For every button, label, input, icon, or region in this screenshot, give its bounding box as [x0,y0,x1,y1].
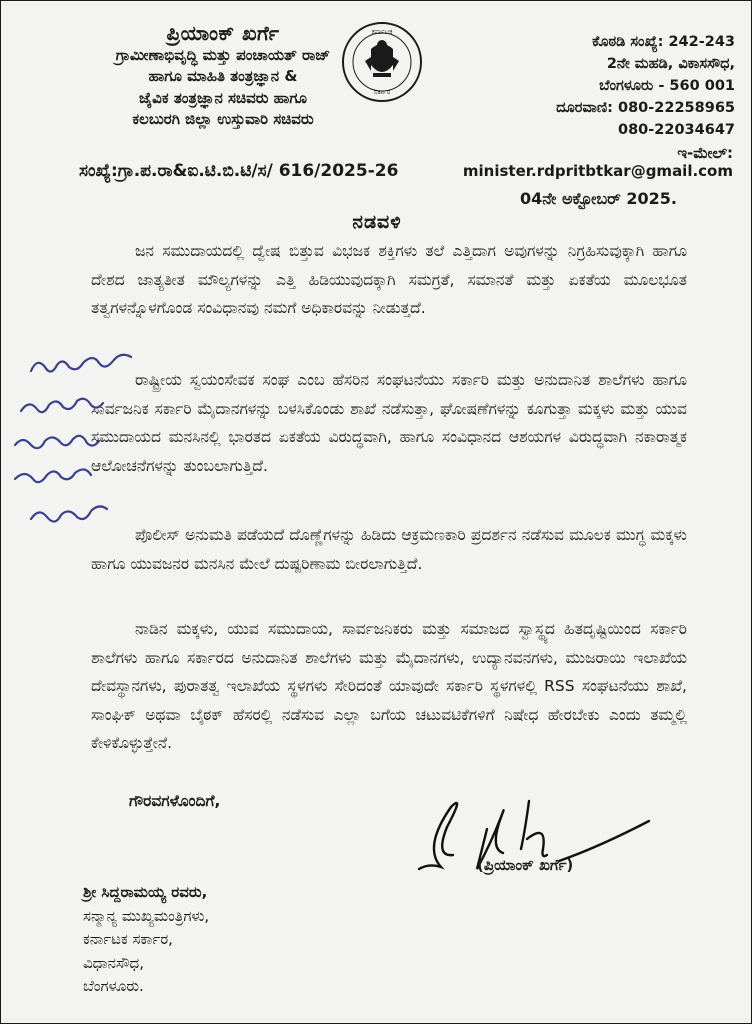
body-paragraph-1-text: ಜನ ಸಮುದಾಯದಲ್ಲಿ ದ್ವೇಷ ಬಿತ್ತುವ ವಿಭಜಕ ಶಕ್ತಿಗಳು ತಲೆ ಎತ್ತಿದಾಗ ಅವುಗಳನ್ನು ನಿಗ್ರಹಿಸುವುಕ್ಕಾಗಿ ಹಾಗೂ ದೇಶದ ಜಾತ್ಯತೀತ ಮೌಲ್ಯಗಳನ್ನು ಎತ್ತಿ ಹಿಡಿಯುವುದಕ್ಕಾಗಿ ಸಮಗ್ರತೆ, ಸಮಾನತೆ ಮತ್ತು ಏಕತೆಯ ಮೂಲಭೂತ ತತ್ವಗಳನ್ನೊಳಗೊಂಡ ಸಂವಿಧಾನವು ನಮಗೆ ಅಧಿಕಾರವನ್ನು ನೀಡುತ್ತದೆ. [91,242,687,317]
body-paragraph-2-text: ರಾಷ್ಟ್ರೀಯ ಸ್ವಯಂಸೇವಕ ಸಂಘ ಎಂಬ ಹೆಸರಿನ ಸಂಘಟನೆಯು ಸರ್ಕಾರಿ ಮತ್ತು ಅನುದಾನಿತ ಶಾಲೆಗಳು ಹಾಗೂ ಸಾರ್ವಜನಿಕ ಸರ್ಕಾರಿ ಮೈದಾನಗಳನ್ನು ಬಳಸಿಕೊಂಡು ಶಾಖೆ ನಡೆಸುತ್ತಾ, ಘೋಷಣೆಗಳನ್ನು ಕೂಗುತ್ತಾ ಮಕ್ಕಳು ಮತ್ತು ಯುವ ಸಮುದಾಯದ ಮನಸಿನಲ್ಲಿ ಭಾರತದ ಏಕತೆಯ ವಿರುದ್ಧವಾಗಿ, ಹಾಗೂ ಸಂವಿಧಾನದ ಆಶಯಗಳ ವಿರುದ್ಧವಾಗಿ ನಕಾರಾತ್ಮಕ ಆಲೋಚನೆಗಳನ್ನು ತುಂಬಲಾಗುತ್ತಿದೆ. [91,371,687,475]
minister-name: ಪ್ರಿಯಾಂಕ್ ಖರ್ಗೆ [166,21,280,45]
addressee-government: ಕರ್ನಾಟಕ ಸರ್ಕಾರ, [83,930,173,948]
addressee-block [83,881,209,999]
office-phone-2: 080-22034647 [618,122,735,138]
karnataka-emblem-icon [341,21,423,103]
letterhead-left [73,23,373,131]
handwritten-margin-note [1,319,151,549]
office-city: ಬೆಂಗಳೂರು - 560 001 [599,78,735,94]
letterhead-right [499,31,735,141]
emblem-text-bottom: ಸರ್ಕಾರ [373,88,391,96]
body-paragraph-3-text: ಪೊಲೀಸ್ ಅನುಮತಿ ಪಡೆಯದೆ ದೊಣ್ಣೆಗಳನ್ನು ಹಿಡಿದು ಆಕ್ರಮಣಕಾರಿ ಪ್ರದರ್ಶನ ನಡೆಸುವ ಮೂಲಕ ಮುಗ್ಧ ಮಕ್ಕಳು ಹಾಗೂ ಯುವಜನರ ಮನಸಿನ ಮೇಲೆ ದುಷ್ಪರಿಣಾಮ ಬೀರಲಾಗುತ್ತಿದೆ. [91,526,687,573]
addressee-name: ಶ್ರೀ ಸಿದ್ದರಾಮಯ್ಯ ರವರು, [83,883,208,901]
emblem-text-top: ಕರ್ನಾಟಕ [371,28,393,36]
office-room: ಕೊಠಡಿ ಸಂಖ್ಯೆ: 242-243 [592,34,735,50]
addressee-designation: ಸನ್ಮಾನ್ಯ ಮುಖ್ಯಮಂತ್ರಿಗಳು, [83,906,210,925]
letter-title: ನಡವಳಿ [352,211,402,233]
office-floor: 2ನೇ ಮಹಡಿ, ವಿಕಾಸಸೌಧ, [606,56,735,72]
signature-icon [409,791,669,891]
body-paragraph-1 [91,237,687,323]
office-phone-1: ದೂರವಾಣಿ: 080-22258965 [556,100,735,116]
reference-number: ಸಂಖ್ಯೆ:ಗ್ರಾ.ಪ.ರಾ&ಐ.ಟಿ.ಬಿ.ಟಿ/ಸ/ 616/2025-26 [79,161,399,181]
designation-line-2: ಹಾಗೂ ಮಾಹಿತಿ ತಂತ್ರಜ್ಞಾನ & [148,67,298,85]
office-email: ಇ-ಮೇಲ್: minister.rdpritbtkar@gmail.com [462,144,733,180]
body-paragraph-4-text: ನಾಡಿನ ಮಕ್ಕಳು, ಯುವ ಸಮುದಾಯ, ಸಾರ್ವಜನಿಕರು ಮತ್ತು ಸಮಾಜದ ಸ್ವಾಸ್ಥ್ಯದ ಹಿತದೃಷ್ಟಿಯಿಂದ ಸರ್ಕಾರಿ ಶಾಲೆಗಳು ಹಾಗೂ ಸರ್ಕಾರದ ಅನುದಾನಿತ ಶಾಲೆಗಳು ಮತ್ತು ಮೈದಾನಗಳು, ಉದ್ಯಾನವನಗಳು, ಮುಜರಾಯಿ ಇಲಾಖೆಯ ದೇವಸ್ಥಾನಗಳು, ಪುರಾತತ್ವ ಇಲಾಖೆಯ ಸ್ಥಳಗಳು ಸೇರಿದಂತೆ ಯಾವುದೇ ಸರ್ಕಾರಿ ಸ್ಥಳಗಳಲ್ಲಿ RSS ಸಂಘಟನೆಯು ಶಾಖೆ, ಸಾಂಘಿಕ್ ಅಥವಾ ಬೈಠಕ್ ಹೆಸರಲ್ಲಿ ನಡೆಸುವ ಎಲ್ಲಾ ಬಗೆಯ ಚಟುವಟಿಕೆಗಳಿಗೆ ನಿಷೇಧ ಹೇರಬೇಕು ಎಂದು ತಮ್ಮಲ್ಲಿ ಕೇಳಿಕೊಳ್ಳುತ್ತೇನೆ. [91,620,687,752]
addressee-building: ವಿಧಾನಸೌಧ, [83,953,145,972]
designation-line-1: ಗ್ರಾಮೀಣಾಭಿವೃದ್ಧಿ ಮತ್ತು ಪಂಚಾಯತ್ ರಾಜ್ [115,45,331,64]
designation-line-4: ಕಲಬುರಗಿ ಜಿಲ್ಲಾ ಉಸ್ತುವಾರಿ ಸಚಿವರು [132,110,314,128]
signatory-name: (ಪ್ರಿಯಾಂಕ್ ಖರ್ಗೆ) [477,856,574,874]
letter-date: 04ನೇ ಅಕ್ಟೋಬರ್ 2025. [520,189,677,208]
body-paragraph-3 [91,521,687,578]
closing-salutation: ಗೌರವಗಳೊಂದಿಗೆ, [129,792,221,810]
body-paragraph-2 [91,366,687,480]
designation-line-3: ಜೈವಿಕ ತಂತ್ರಜ್ಞಾನ ಸಚಿವರು ಹಾಗೂ [138,88,308,107]
body-paragraph-4 [91,615,687,758]
addressee-city: ಬೆಂಗಳೂರು. [83,977,144,995]
